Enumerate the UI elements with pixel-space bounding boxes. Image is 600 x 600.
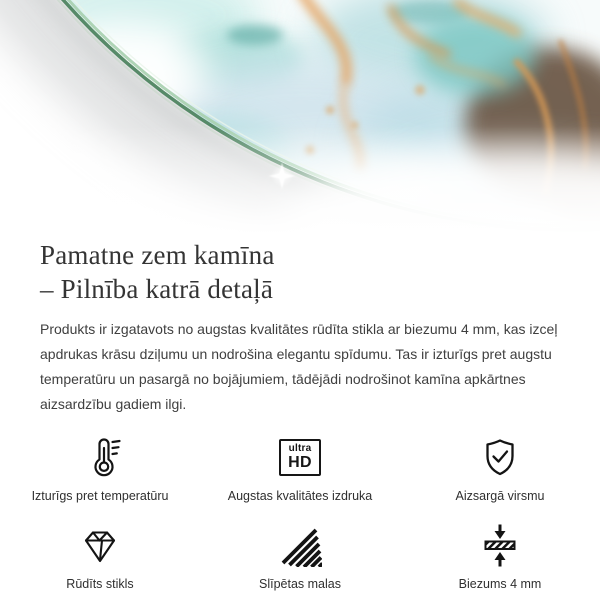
- page-title-line2: – Pilnība katrā detaļā: [40, 274, 274, 304]
- feature-print-quality: [200, 434, 400, 503]
- hero-product-image: [0, 0, 600, 235]
- ultra-hd-text-bottom: HD: [288, 453, 312, 471]
- product-description-text: Produkts ir izgatavots no augstas kvalitātes rūdīta stikla ar biezumu 4 mm, kas izceļ apdrukas krāsu dziļumu un nodrošina elegantu spīdumu. Tas ir izturīgs pret augstu temperatūru un pasargā no bojājumiem, tādējādi nodrošinot kamīna apkārtnes aizsardzību gadiem ilgi.: [40, 321, 558, 412]
- beveled-edges-icon: [278, 522, 322, 568]
- thermometer-icon: [78, 434, 122, 480]
- feature-polished-edges: [200, 522, 400, 591]
- feature-label: Izturīgs pret temperatūru: [31, 489, 169, 503]
- feature-surface-protection: [400, 434, 600, 503]
- ultra-hd-text-top: ultra: [288, 442, 312, 454]
- feature-grid: [0, 434, 600, 591]
- feature-thickness: [400, 522, 600, 591]
- diamond-icon: [78, 522, 122, 568]
- feature-label: Biezums 4 mm: [458, 577, 542, 591]
- thickness-icon: [478, 522, 522, 568]
- shield-check-icon: [478, 434, 522, 480]
- feature-label: Slīpētas malas: [259, 577, 341, 591]
- feature-tempered-glass: [0, 522, 200, 591]
- feature-label: Aizsargā virsmu: [455, 489, 545, 503]
- glass-panel-image: [0, 0, 600, 235]
- ultra-hd-icon: [279, 434, 321, 480]
- feature-temperature: [0, 434, 200, 503]
- feature-label: Rūdīts stikls: [66, 577, 134, 591]
- page-title-line1: Pamatne zem kamīna: [40, 240, 275, 270]
- page-title: [40, 238, 560, 306]
- feature-label: Augstas kvalitātes izdruka: [227, 489, 373, 503]
